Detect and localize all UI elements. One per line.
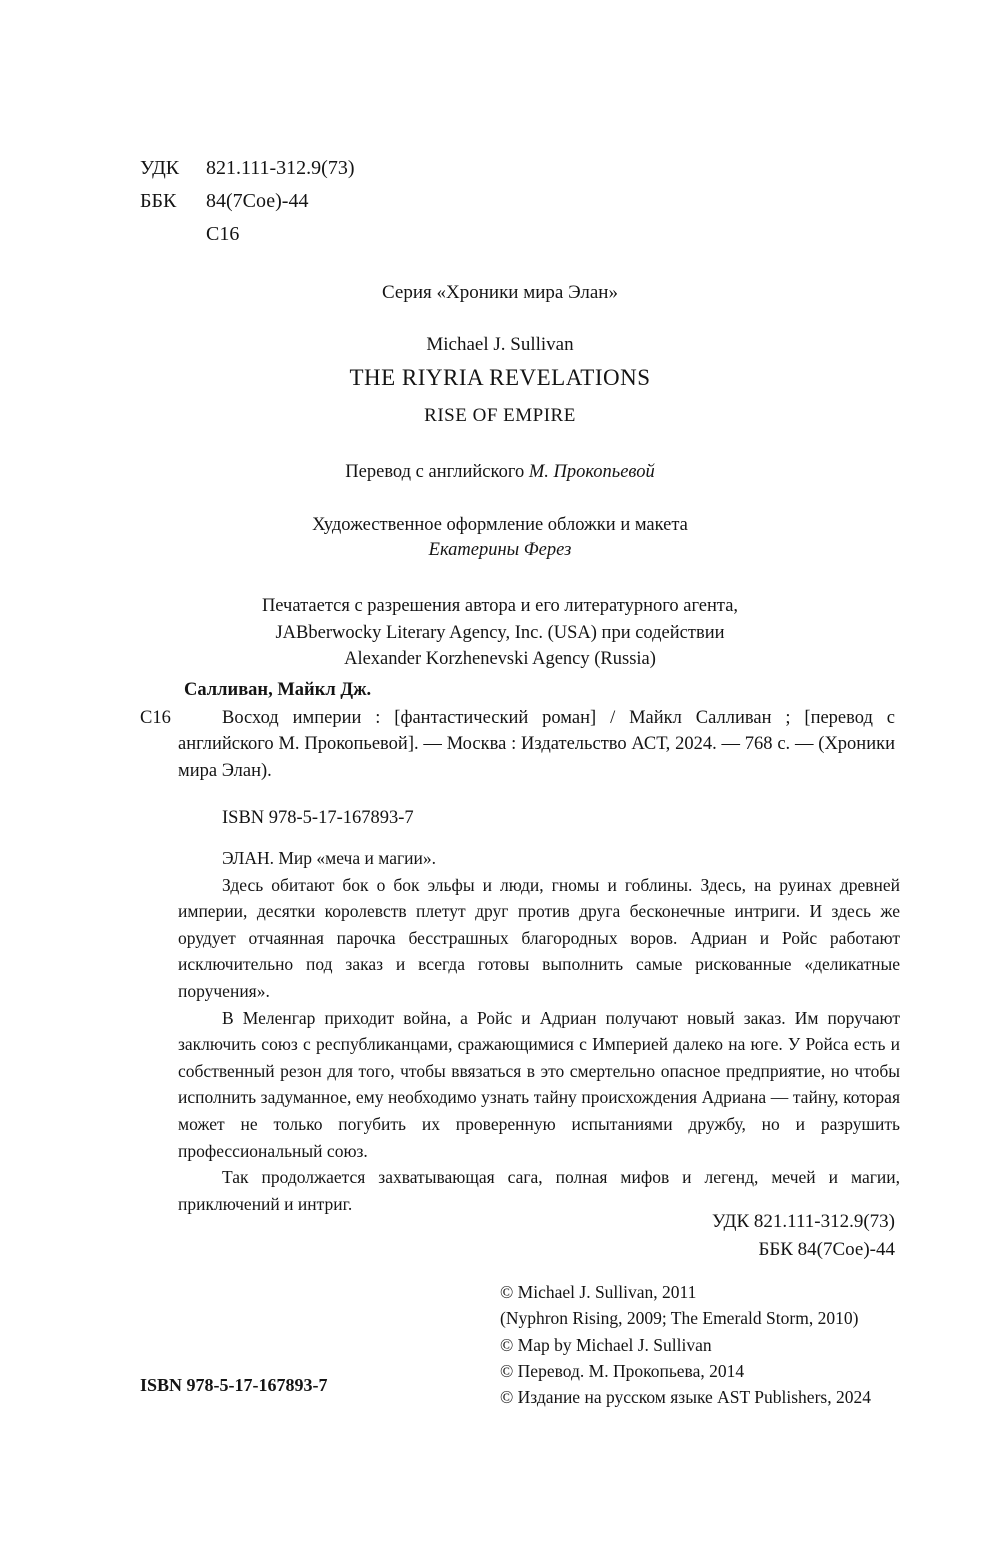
biblio-body <box>140 705 897 785</box>
copyright-line: (Nyphron Rising, 2009; The Emerald Storm, 2010) <box>500 1308 859 1329</box>
copyright-block <box>500 1279 871 1410</box>
permission-line: Alexander Korzhenevski Agency (Russia) <box>344 649 656 669</box>
footer-udk: УДК 821.111-312.9(73) <box>712 1211 895 1232</box>
design-line: Художественное оформление обложки и макета <box>312 515 688 535</box>
code-row <box>140 218 355 251</box>
footer-isbn: ISBN 978-5-17-167893-7 <box>140 1375 328 1395</box>
copyright-line: © Перевод. М. Прокопьева, 2014 <box>500 1360 745 1381</box>
bibliographic-record <box>140 677 897 832</box>
book-subtitle: RISE OF EMPIRE <box>424 405 576 426</box>
biblio-description: Восход империи : [фантастический роман] / Майкл Салливан ; [перевод с английского М. Прокопьевой]. — Москва : Издательство АСТ, 2024. — 768 с. — (Хроники мира Элан). <box>178 707 895 781</box>
translation-prefix: Перевод с английского <box>345 462 529 482</box>
footer-classification <box>712 1208 895 1264</box>
udk-label: УДК <box>140 157 180 179</box>
permission-line: Печатается с разрешения автора и его литературного агента, <box>261 596 739 616</box>
copyright-line: © Michael J. Sullivan, 2011 <box>500 1282 697 1302</box>
designer-name: Екатерины Ферез <box>428 540 572 560</box>
design-credit <box>0 513 1000 563</box>
translator-name: М. Прокопьевой <box>528 462 655 482</box>
annotation-paragraph: Так продолжается захватывающая сага, полная мифов и легенд, мечей и магии, приключений и интриг. <box>178 1167 900 1214</box>
book-title: THE RIYRIA REVELATIONS <box>349 365 651 390</box>
code-spacer <box>140 218 206 251</box>
permission-line: JABberwocky Literary Agency, Inc. (USA) при содействии <box>275 622 725 643</box>
series-title: Серия «Хроники мира Элан» <box>382 282 618 303</box>
udk-value: 821.111-312.9(73) <box>206 157 355 179</box>
author-name: Michael J. Sullivan <box>426 334 574 355</box>
permission-note <box>0 593 1000 673</box>
isbn-line: ISBN 978-5-17-167893-7 <box>222 808 414 828</box>
bbk-value: 84(7Сое)-44 <box>206 190 309 212</box>
copyright-line: © Издание на русском языке AST Publishers, 2024 <box>500 1387 871 1408</box>
copyright-line: © Map by Michael J. Sullivan <box>500 1334 712 1355</box>
footer-bbk: ББК 84(7Сое)-44 <box>758 1239 895 1260</box>
biblio-author-heading: Салливан, Майкл Дж. <box>184 680 372 700</box>
translation-credit <box>0 462 1000 483</box>
classification-block <box>140 152 355 251</box>
title-block <box>0 282 1000 673</box>
biblio-code: С16 <box>140 707 171 728</box>
bbk-label: ББК <box>140 190 177 212</box>
annotation-paragraph: ЭЛАН. Мир «меча и магии». <box>222 848 436 868</box>
annotation-paragraph: Здесь обитают бок о бок эльфы и люди, гномы и гоблины. Здесь, на руинах древней империи, десятки королевств плетут друг против друга бесконечные интриги. И здесь же орудует отчаянная парочка бесстрашных благородных воров. Адриан и Ройс работают исключительно под заказ и всегда готовы выполнить самые рискованные «деликатные поручения». <box>178 874 900 1001</box>
udk-row <box>140 152 355 185</box>
bbk-row <box>140 185 355 218</box>
classification-code: С16 <box>206 223 240 245</box>
annotation-block <box>178 845 900 1217</box>
annotation-paragraph: В Меленгар приходит война, а Ройс и Адриан получают новый заказ. Им поручают заключить союз с республиканцами, сражающимися с Империей далеко на юге. У Ройса есть и собственный резон для того, чтобы ввязаться в это смертельно опасное предприятие, но чтобы исполнить задуманное, ему необходимо узнать тайну происхождения Адриана — тайну, которая может не только погубить их проверенную испытаниями дружбу, но и разрушить профессиональный союз. <box>178 1007 900 1161</box>
